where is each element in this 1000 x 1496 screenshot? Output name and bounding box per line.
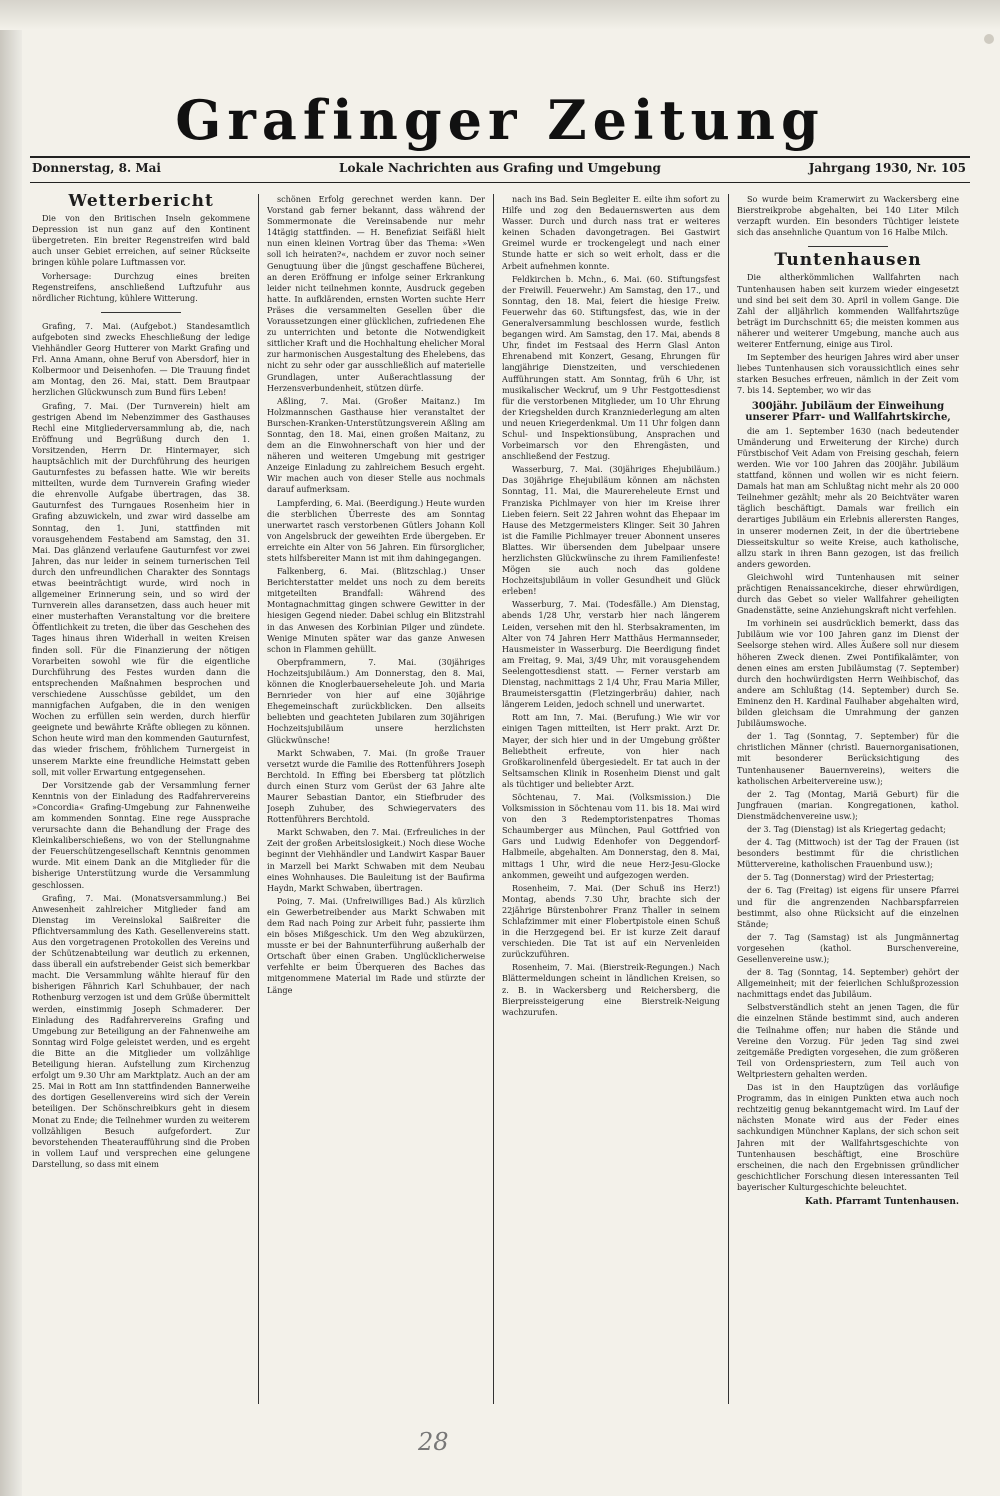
dateline-bar <box>30 156 970 183</box>
article-paragraph: Im vorhinein sei ausdrücklich bemerkt, dass das Jubiläum wie vor 100 Jahren ganz im Dienst der Seelsorge stehen wird. Alles Äußere soll nur diesem höheren Zweck dienen. Zwei Pontifikalämter, von denen eines am ersten Jubiläumstag (7. September) durch den hochwürdigsten Herrn Weihbischof, das andere am Schlußtag (14. September) durch Se. Eminenz den H. Kardinal Faulhaber abgehalten wird, bilden gleichsam die Umrahmung der ganzen Jubiläumswoche. <box>737 618 959 729</box>
article-paragraph: Vorhersage: Durchzug eines breiten Regenstreifens, anschließend Luftzufuhr aus nördlicher Richtung, kühlere Witterung. <box>32 270 250 303</box>
column-2 <box>267 194 485 1404</box>
program-item: der 4. Tag (Mittwoch) ist der Tag der Frauen (ist besonders bestimmt für die christlichen Müttervereine, katholischen Frauenbund usw.); <box>737 837 959 870</box>
article-paragraph: Falkenberg, 6. Mai. (Blitzschlag.) Unser Berichterstatter meldet uns noch zu dem bereits mitgeteilten Brandfall: Während des Montagnachmittag gingen schwere Gewitter in der hiesigen Gegend nieder. Dabei schlug ein Blitzstrahl in das Anwesen des Korbinian Pilger und zündete. Wenige Minuten später war das ganze Anwesen schon in Flammen gehüllt. <box>267 566 485 654</box>
article-paragraph: Rosenheim, 7. Mai. (Bierstreik-Regungen.) Nach Blättermeldungen scheint in ländlichen Kreisen, so z. B. in Wackersberg und Reichersberg, die Bierpreissteigerung eine Bierstreik-Neigung wachzurufen. <box>502 962 720 1017</box>
article-paragraph: Der Vorsitzende gab der Versammlung ferner Kenntnis von der Einladung des Radfahrervereins »Concordia« Grafing-Umgebung zur Fahnenweihe am kommenden Sonntag. Eine rege Aussprache verursachte dann die Behandlung der Frage des Kleinkaliberschießens, wo von der Stellungnahme der Feuerschützengesellschaft Kenntnis genommen wurde. Mit einem Dank an die Mitglieder für die bisherige Unterstützung wurde die Versammlung geschlossen. <box>32 779 250 890</box>
article-paragraph: die am 1. September 1630 (nach bedeutender Umänderung und Erweiterung der Kirche) durch Fürstbischof Veit Adam von Freising geschah, feiern werden. Wie vor 100 Jahren das 200jähr. Jubiläum stattfand, können und wollen wir es nicht feiern. Damals hat man am Schlußtag nicht mehr als 20 000 Teilnehmer gezählt; mehr als 20 Beichtväter waren täglich beschäftigt. Damals war freilich ein derartiges Jubiläum ein Erlebnis allerersten Ranges, in unserer modernen Zeit, in der die übertriebene Diesseitskultur so weite Kreise, auch katholische, allzu stark in ihren Bann gezogen, ist das freilich anders geworden. <box>737 425 959 569</box>
article-paragraph: schönen Erfolg gerechnet werden kann. Der Vorstand gab ferner bekannt, dass während der Sommermonate die Vereinsabende nur mehr 14tägig stattfinden. — H. Benefiziat Seifäßl hielt nun einen kleinen Vortrag über das Thema: »Wen soll ich heiraten?«, nachdem er zuvor noch seiner Genugtuung über die jüngst geschaffene Bücherei, an deren Eröffnung er infolge seiner Erkrankung leider nicht teilnehmen konnte, Ausdruck gegeben hatte. In aufklärenden, ernsten Worten suchte Herr Präses die versammelten Gesellen über die Voraussetzungen einer glücklichen, zufriedenen Ehe zu unterrichten und betonte die Notwendigkeit sittlicher Kraft und die Hochhaltung ehelicher Moral zur harmonischen Ausgestaltung des Ehelebens, das nicht zu sehr oder gar ausschließlich auf materielle Grundlagen, unter Außerachtlassung der Herzensverbundenheit, stützen dürfe. <box>267 194 485 393</box>
program-item: der 5. Tag (Donnerstag) wird der Priestertag; <box>747 872 935 883</box>
issue-volume: Jahrgang 1930, Nr. 105 <box>808 161 966 175</box>
newspaper-subtitle: Lokale Nachrichten aus Grafing und Umgebung <box>339 161 661 175</box>
divider <box>101 312 181 313</box>
divider <box>808 246 888 247</box>
section-heading-weather: Wetterbericht <box>68 194 214 211</box>
article-paragraph: Das ist in den Hauptzügen das vorläufige Programm, das in einigen Punkten etwa auch noch rechtzeitig genug bekanntgemacht wird. Im Lauf der nächsten Monate wird aus der Feder eines sachkundigen Münchner Kaplans, der sich schon seit Jahren mit der Wallfahrtsgeschichte von Tuntenhausen beschäftigt, eine Broschüre erscheinen, die nach den Ergebnissen gründlicher geschichtlicher Forschung diesen interessanten Teil bayerischer Kulturgeschichte beleuchtet. <box>737 1082 959 1192</box>
article-paragraph: So wurde beim Kramerwirt zu Wackersberg eine Bierstreikprobe abgehalten, bei 140 Liter Milch verzapft wurden. Ein besonders Tüchtiger leistete sich das ansehnliche Quantum von 16 Halbe Milch. <box>737 194 959 238</box>
program-item: der 6. Tag (Freitag) ist eigens für unsere Pfarrei und für die angrenzenden Nachbarspfarreien bestimmt, also ohne Rücksicht auf die einzelnen Stände; <box>737 885 959 929</box>
paper-blemish <box>984 34 994 44</box>
article-paragraph: Markt Schwaben, 7. Mai. (In große Trauer versetzt wurde die Familie des Rottenführers Joseph Berchtold. In Effing bei Ebersberg tat plötzlich durch einen Sturz vom Gerüst der 63 Jahre alte Maurer Sebastian Dantor, ein Stiefbruder des Joseph Zuhuber, des Schwiegervaters des Rottenführers Berchtold. <box>267 747 485 825</box>
column-rule <box>258 194 259 1404</box>
column-1 <box>32 194 250 1404</box>
article-paragraph: Rott am Inn, 7. Mai. (Berufung.) Wie wir vor einigen Tagen mitteilten, ist Herr prakt. Arzt Dr. Mayer, der sich hier und in der Umgebung größter Beliebtheit erfreute, von hier nach Großkarolinenfeld übergesiedelt. Er tat auch in der Seltsamschen Klinik in Rosenheim Dienst und galt als tüchtiger und beliebter Arzt. <box>502 712 720 789</box>
program-item: der 3. Tag (Dienstag) ist als Kriegertag gedacht; <box>747 823 946 834</box>
program-item: der 2. Tag (Montag, Mariä Geburt) für die Jungfrauen (marian. Kongregationen, kathol. Dienstmädchenvereine usw.); <box>737 788 959 821</box>
article-paragraph: Lampferding, 6. Mai. (Beerdigung.) Heute wurden die sterblichen Überreste des am Sonntag unerwartet rasch verstorbenen Gütlers Johann Koll von Angelsbruck der geweihten Erde übergeben. Er erreichte ein Alter von 56 Jahren. Ein fürsorglicher, stets hilfsbereiter Mann ist mit ihm dahingegangen. <box>267 497 485 563</box>
article-paragraph: Grafing, 7. Mai. (Monatsversammlung.) Bei Anwesenheit zahlreicher Mitglieder fand am Dienstag im Vereinslokal Saißreiter die Pflichtversammlung des Kath. Gesellenvereins statt. Aus den vorgetragenen Protokollen des Vereins und der Schützenabteilung war deutlich zu erkennen, dass überall ein aufstrebender Geist sich bemerkbar macht. Die Versammlung wählte hierauf für den bisherigen Fähnrich Karl Schuhbauer, der nach Rothenburg verzogen ist und dem Grüße übermittelt werden, einstimmig Joseph Schmaderer. Der Einladung des Radfahrervereins Grafing und Umgebung zur Beteiligung an der Fahnenweihe am Sonntag wird Folge geleistet werden, und es ergeht die Bitte an die Mitglieder um vollzählige Beteiligung hieran. Aufstellung zum Kirchenzug erfolgt um 9.30 Uhr am Marktplatz. Auch an der am 25. Mai in Rott am Inn stattfindenden Bannerweihe des dortigen Gesellenvereins wird sich der Verein beteiligen. Der Schönschreibkurs geht in diesem Monat zu Ende; die Teilnehmer wurden zu weiterem vollzähligen Besuch aufgefordert. Zur bevorstehenden Theateraufführung sind die Proben in vollem Lauf und versprechen eine gelungene Darstellung, so dass mit einem <box>32 892 250 1169</box>
program-item: der 8. Tag (Sonntag, 14. September) gehört der Allgemeinheit; mit der feierlichen Schlußprozession nachmittags endet das Jubiläum. <box>737 967 959 1000</box>
column-4 <box>737 194 959 1404</box>
article-paragraph: Aßling, 7. Mai. (Großer Maitanz.) Im Holzmannschen Gasthause hier veranstaltet der Burschen-Kranken-Unterstützungsverein Aßling am Sonntag, den 18. Mai, einen großen Maitanz, zu dem an die Einwohnerschaft von hier und der näheren und weiteren Umgebung mit gestriger Anzeige Einladung zu zahlreichem Besuch ergeht. Wir machen auch von dieser Stelle aus nochmals darauf aufmerksam. <box>267 395 485 495</box>
article-paragraph: Rosenheim, 7. Mai. (Der Schuß ins Herz!) Montag, abends 7.30 Uhr, brachte sich der 22jährige Bürstenbohrer Franz Thaller in seinem Schlafzimmer mit einer Flobertpistole einen Schuß in die Herzgegend bei. Er ist kurze Zeit darauf verschieden. Die Tat ist auf ein Nervenleiden zurückzuführen. <box>502 882 720 960</box>
article-paragraph: Die altherkömmlichen Wallfahrten nach Tuntenhausen haben seit kurzem wieder eingesetzt und sind bei seit dem 30. April in vollem Gange. Die Zahl der alljährlich kommenden Wallfahrtszüge beträgt im Durchschnitt 65; die meisten kommen aus näherer und weiterer Umgebung, manche auch aus weiterer Entfernung, einige aus Tirol. <box>737 272 959 350</box>
article-paragraph: Wasserburg, 7. Mai. (Todesfälle.) Am Dienstag, abends 1/28 Uhr, verstarb hier nach längerem Leiden, versehen mit den hl. Sterbsakramenten, im Alter von 74 Jahren Herr Matthäus Hermannseder, Hausmeister in Wasserburg. Die Beerdigung findet am Freitag, 9. Mai, 3/49 Uhr, mit vorausgehendem Seelengottesdienst statt. — Ferner verstarb am Dienstag, nachmittags 2 1/4 Uhr, Frau Maria Miller, Braumeistersgattin (Fletzingerbräu) dahier, nach längerem Leiden, jedoch schnell und unerwartet. <box>502 599 720 710</box>
column-rule <box>493 194 494 1404</box>
article-paragraph: Selbstverständlich steht an jenen Tagen, die für die einzelnen Stände bestimmt sind, auch anderen die Teilnahme offen; nur haben die Stände und Vereine den Vorzug. Für jeden Tag sind zwei zeitgemäße Predigten vorgesehen, die zum größeren Teil von Ordenspriestern, zum Teil auch von Weltpriestern gehalten werden. <box>737 1002 959 1079</box>
scan-edge-top <box>0 0 1000 30</box>
article-paragraph: Grafing, 7. Mai. (Der Turnverein) hielt am gestrigen Abend im Nebenzimmer des Gasthauses Rechl eine Mitgliederversammlung ab, die, nach Eröffnung und Begrüßung durch den 1. Vorsitzenden, Herrn Dr. Hintermayer, sich hauptsächlich mit der Durchführung des heurigen Gauturnfestes zu befassen hatte. Wie wir bereits mitteilten, wurde dem Turnverein Grafing wieder die ehrenvolle Aufgabe übertragen, das 38. Gauturnfest des Turngaues Rosenheim hier in Grafing abzuwickeln, und zwar wird dasselbe am Sonntag, den 1. Juni, stattfinden mit vorausgehendem Festabend am Samstag, den 31. Mai. Das glänzend verlaufene Gauturnfest vor zwei Jahren, das nur leider in seinem turnerischen Teil durch den unfreundlichen Charakter des Sonntags etwas beeinträchtigt wurde, wird noch in allgemeiner Erinnerung sein, und so wird der Turnverein alles daransetzen, dass auch heuer mit einer musterhaften Veranstaltung vor die breitere Öffentlichkeit zu treten, die über das Geschehen des Tages hinaus ihren Widerhall in weiten Kreisen finden soll. Für die Finanzierung der nötigen Vorarbeiten sowohl wie für die eigentliche Durchführung des Festes wurden dann die entsprechenden Maßnahmen besprochen und verschiedene Ausschüsse gebildet, um den mannigfachen Aufgaben, die in den wenigen Wochen zu erfüllen sein werden, durch hierfür geeignete und bewährte Kräfte obliegen zu können. Schon heute wird man den kommenden Gauturnfest, das wieder frischem, fröhlichem Turnergeist in unserem Markte eine freundliche Heimstatt geben soll, mit voller Erwartung entgegensehen. <box>32 400 250 777</box>
article-paragraph: Im September des heurigen Jahres wird aber unser liebes Tuntenhausen sich voraussichtlich eines sehr starken Besuches erfreuen, nämlich in der Zeit vom 7. bis 14. September, wo wir das <box>737 352 959 396</box>
signature: Kath. Pfarramt Tuntenhausen. <box>805 1196 959 1207</box>
program-item: der 1. Tag (Sonntag, 7. September) für die christlichen Männer (christl. Bauernorganisationen, mit besonderer Berücksichtigung des Tuntenhausener Bauernvereins), weiters die katholischen Arbeitervereine usw.); <box>737 731 959 786</box>
jubilee-subheading: 300jähr. Jubiläum der Einweihung unserer Pfarr- und Wallfahrtskirche, <box>745 400 951 423</box>
article-paragraph: Poing, 7. Mai. (Unfreiwilliges Bad.) Als kürzlich ein Gewerbetreibender aus Markt Schwaben mit dem Rad nach Poing zur Arbeit fuhr, passierte ihm ein böses Mißgeschick. Um den Weg abzukürzen, musste er bei der Bahnunterführung außerhalb der Ortschaft über einen Graben. Unglücklicherweise verfehlte er beim Überqueren des Baches das mitgenommene Material im Rade und stürzte der Länge <box>267 895 485 995</box>
article-paragraph: Gleichwohl wird Tuntenhausen mit seiner prächtigen Renaissancekirche, dieser ehrwürdigen, durch das Gebet so vieler Wallfahrer geheiligten Gnadenstätte, seine Anziehungskraft nicht verfehlen. <box>737 571 959 616</box>
article-paragraph: nach ins Bad. Sein Begleiter E. eilte ihm sofort zu Hilfe und zog den Bedauernswerten aus dem Wasser. Durch und durch nass trat er weiteres keinen Schaden davongetragen. Bei Gastwirt Greimel wurde er trockengelegt und nach einer Stunde hatte er sich so weit erholt, dass er die Arbeit aufnehmen konnte. <box>502 194 720 271</box>
masthead-title: Grafinger Zeitung <box>175 88 825 152</box>
scan-edge <box>0 0 22 1496</box>
article-paragraph: Grafing, 7. Mai. (Aufgebot.) Standesamtlich aufgeboten sind zwecks Eheschließung der ledige Viehhändler Georg Hutterer von Markt Grafing und Frl. Anna Amann, ohne Beruf von Abersdorf, hier in Kolbermoor und Deisenhofen. — Die Trauung findet am Montag, den 26. Mai, statt. Dem Brautpaar herzlichen Glückwunsch zum Bund fürs Leben! <box>32 320 250 398</box>
program-item: der 7. Tag (Samstag) ist als Jungmännertag vorgesehen (kathol. Burschenvereine, Gesellenvereine usw.); <box>737 931 959 964</box>
article-paragraph: Markt Schwaben, den 7. Mai. (Erfreuliches in der Zeit der großen Arbeitslosigkeit.) Noch diese Woche beginnt der Viehhändler und Landwirt Kaspar Bauer in Marzell bei Markt Schwaben mit dem Neubau eines Wohnhauses. Die Bauleitung ist der Baufirma Haydn, Markt Schwaben, übertragen. <box>267 827 485 893</box>
article-paragraph: Feldkirchen b. Mchn., 6. Mai. (60. Stiftungsfest der Freiwill. Feuerwehr.) Am Samstag, den 17., und Sonntag, den 18. Mai, feiert die hiesige Freiw. Feuerwehr das 60. Stiftungsfest, das, wie in der Generalversammlung beschlossen wurde, festlich begangen wird. Am Samstag, den 17. Mai, abends 8 Uhr, findet im Festsaal des Herrn Glasl Anton Ehrenabend mit Konzert, Gesang, Ehrungen für langjährige Dienstzeiten, und verschiedenen Aufführungen statt. Am Sonntag, früh 6 Uhr, ist musikalischer Weckruf, um 9 Uhr Festgottesdienst für die verstorbenen Mitglieder, um 10 Uhr Ehrung der Kriegshelden durch Kranzniederlegung am alten und neuen Kriegerdenkmal. Um 11 Uhr folgen dann Schul- und Inspektionsübung, Ansprachen und Vorbeimarsch vor den Ehrengästen, und anschließend der Festzug. <box>502 273 720 462</box>
section-heading-tuntenhausen: Tuntenhausen <box>774 250 922 271</box>
article-paragraph: Die von den Britischen Inseln gekommene Depression ist nun ganz auf den Kontinent übergetreten. Ein breiter Regenstreifen wird bald auch unser Gebiet erreichen, auf seiner Rückseite bringen kühle polare Luftmassen vor. <box>32 213 250 268</box>
article-paragraph: Söchtenau, 7. Mai. (Volksmission.) Die Volksmission in Söchtenau vom 11. bis 18. Mai wird von den 3 Redemptoristenpatres Thomas Schaumberger aus München, Paul Gottfried von Gars und Ludwig Edenhofer von Deggendorf-Halbmeile, abgehalten. Am Donnerstag, den 8. Mai, mittags 1 Uhr, wird die neue Herz-Jesu-Glocke ankommen, geweiht und aufgezogen werden. <box>502 791 720 880</box>
issue-date: Donnerstag, 8. Mai <box>32 161 161 175</box>
article-paragraph: Oberpframmern, 7. Mai. (30jähriges Hochzeitsjubiläum.) Am Donnerstag, den 8. Mai, können die Knoglerbauerseheleute Joh. und Maria Bernrieder von hier auf eine 30jährige Ehegemeinschaft zurückblicken. Den allseits beliebten und geachteten Jubilaren zum 30jährigen Hochzeitsjubiläum unsere herzlichsten Glückwünsche! <box>267 656 485 745</box>
column-rule <box>728 194 729 1404</box>
handwritten-page-number: 28 <box>418 1428 449 1456</box>
article-paragraph: Wasserburg, 7. Mai. (30jähriges Ehejubiläum.) Das 30jährige Ehejubiläum können am nächsten Sonntag, 11. Mai, die Maurereheleute Ernst und Franziska Pichlmayer von hier im Kreise ihrer Lieben feiern. Seit 22 Jahren wohnt das Ehepaar im Hause des Metzgermeisters Klinger. Seit 30 Jahren ist die Familie Pichlmayer treuer Abonnent unseres Blattes. Wir übersenden dem Jubelpaar unsere herzlichsten Glückwünsche zu ihrem Familienfeste! Mögen sie auch noch das goldene Hochzeitsjubiläum in voller Gesundheit und Glück erleben! <box>502 464 720 597</box>
column-3 <box>502 194 720 1404</box>
